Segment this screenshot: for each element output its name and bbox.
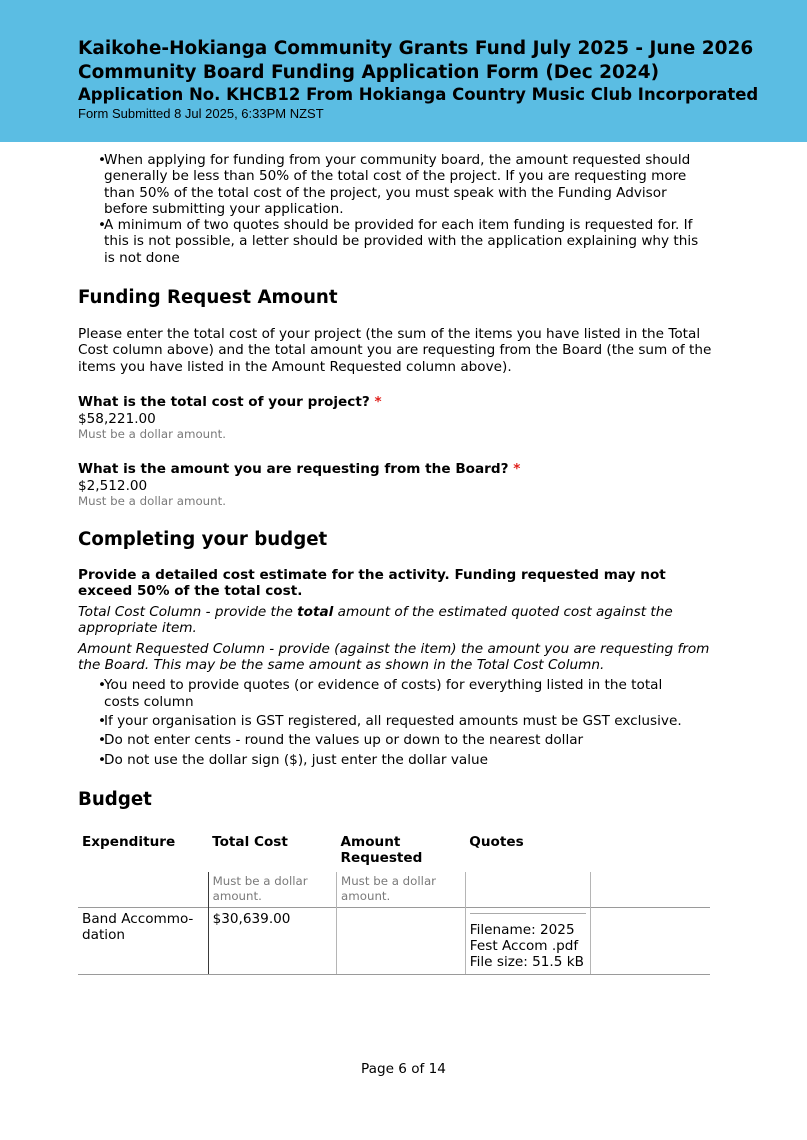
- bullet-icon: •: [98, 152, 107, 168]
- bullet-icon: •: [98, 217, 107, 234]
- funding-request-description: Please enter the total cost of your project (the sum of the items you have listed in the Total Cost column above) and the total amount you are requesting from the Board (the sum of the items you have listed in the Amount Requested column above).: [78, 326, 712, 375]
- column-header-expenditure: Expenditure: [82, 833, 176, 850]
- required-asterisk: *: [374, 394, 382, 411]
- quote-filesize: File size: 51.5 kB: [469, 954, 584, 971]
- amount-requested-note: Amount Requested Column - provide (against the item) the amount you are requesting from the Board. This may be the same amount as shown in the Total Cost Column.: [78, 640, 710, 673]
- column-header-total-cost: Total Cost: [212, 833, 288, 850]
- list-item: • Do not enter cents - round the values up or down to the nearest dollar: [98, 732, 584, 749]
- page-content: [78, 152, 718, 975]
- column-header-quotes: Quotes: [469, 833, 524, 850]
- column-hint: Must be a dollar amount.: [337, 872, 466, 908]
- quotes-cell: [465, 907, 591, 974]
- list-item: • If your organisation is GST registered, all requested amounts must be GST exclusive.: [98, 712, 682, 729]
- bullet-icon: •: [98, 751, 107, 768]
- budget-table: [78, 830, 710, 975]
- question-label: What is the amount you are requesting from the Board?: [78, 461, 509, 478]
- field-hint: Must be a dollar amount.: [78, 427, 227, 442]
- budget-bullet-list: [78, 677, 698, 767]
- list-item: • A minimum of two quotes should be provided for each item funding is requested for. If this is not possible, a letter should be provided with the application explaining why this is not done: [98, 217, 699, 266]
- total-cost-question: [78, 394, 718, 442]
- amount-requested-question: [78, 461, 718, 509]
- amount-requested-cell: [337, 907, 466, 974]
- column-hint: Must be a dollar amount.: [208, 872, 336, 908]
- column-hint: [78, 872, 208, 908]
- budget-heading: Budget: [78, 788, 152, 810]
- column-header-amount-requested: Amount Requested: [340, 833, 423, 867]
- intro-bullet-list: [78, 152, 708, 266]
- required-asterisk: *: [513, 461, 521, 478]
- funding-request-heading: Funding Request Amount: [78, 287, 338, 309]
- bullet-icon: •: [98, 732, 107, 749]
- list-item: • Do not use the dollar sign ($), just enter the dollar value: [98, 751, 488, 768]
- quote-filename: Filename: 2025 Fest Accom .pdf: [469, 921, 579, 955]
- total-cost-note: Total Cost Column - provide the total amount of the estimated quoted cost against the appropriate item.: [78, 603, 673, 637]
- submitted-timestamp: Form Submitted 8 Jul 2025, 6:33PM NZST: [78, 106, 324, 121]
- total-cost-cell: $30,639.00: [208, 907, 336, 974]
- amount-requested-value: $2,512.00: [78, 477, 148, 494]
- list-item: • You need to provide quotes (or evidence of costs) for everything listed in the total costs column: [98, 677, 663, 710]
- column-hint: [591, 872, 710, 908]
- table-header-row: [78, 830, 710, 872]
- application-line: Application No. KHCB12 From Hokianga Country Music Club Incorporated: [78, 85, 759, 104]
- form-title-line-2: Community Board Funding Application Form (Dec 2024): [78, 62, 660, 83]
- quote-file-attachment[interactable]: [470, 913, 587, 971]
- table-row: [78, 907, 710, 974]
- page-number: Page 6 of 14: [361, 1061, 446, 1077]
- bullet-icon: •: [98, 677, 107, 694]
- page-header: [0, 0, 807, 142]
- list-item: • When applying for funding from your community board, the amount requested should generally be less than 50% of the total cost of the project. If you are requesting more than 50% of the total cost of the project, you must speak with the Funding Advisor before submitting your application.: [98, 152, 691, 217]
- column-hint: [465, 872, 591, 908]
- column-hint-row: [78, 872, 710, 908]
- extra-cell: [591, 907, 710, 974]
- total-cost-value: $58,221.00: [78, 410, 156, 427]
- field-hint: Must be a dollar amount.: [78, 493, 227, 508]
- column-header-blank: [591, 830, 710, 872]
- form-title-line-1: Kaikohe-Hokianga Community Grants Fund July 2025 - June 2026: [78, 38, 754, 59]
- expenditure-cell: Band Accommodation: [78, 907, 208, 974]
- budget-guide-heading: Completing your budget: [78, 528, 328, 550]
- budget-bold-note: Provide a detailed cost estimate for the activity. Funding requested may not exceed 50% of the total cost.: [78, 566, 666, 600]
- bullet-icon: •: [98, 712, 107, 729]
- question-label: What is the total cost of your project?: [78, 394, 370, 411]
